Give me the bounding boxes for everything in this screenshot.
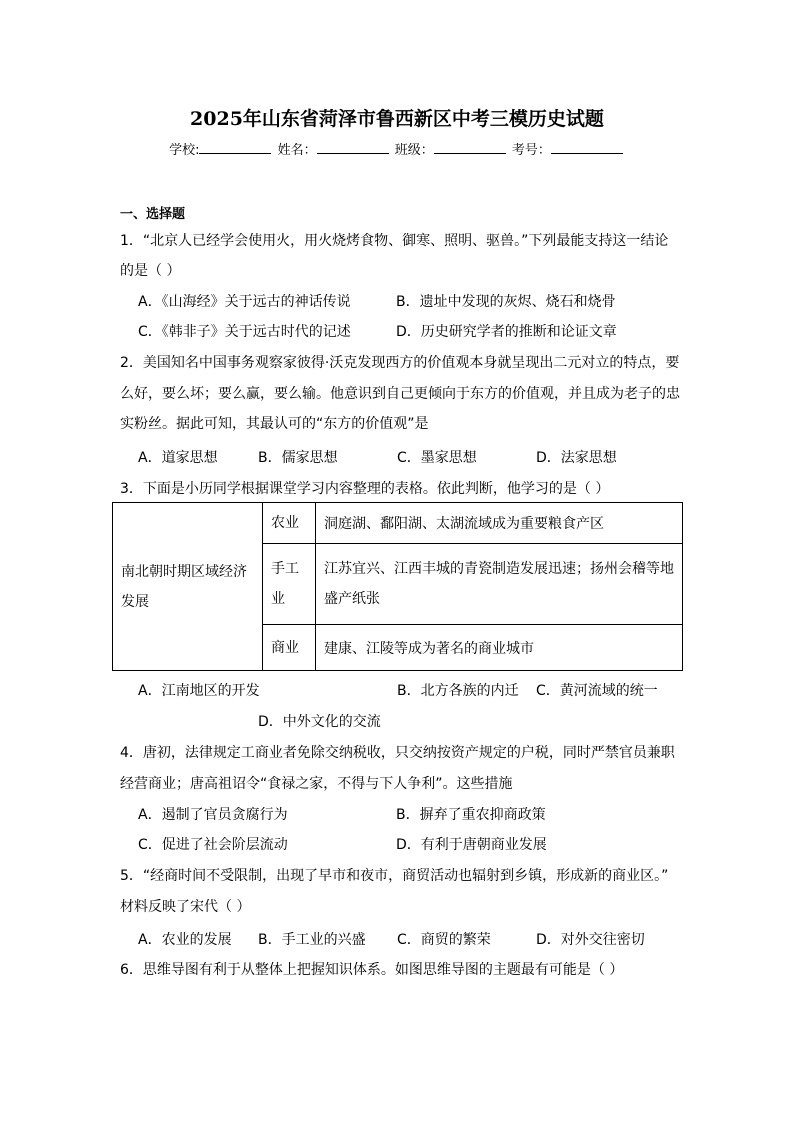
q3-option-b[interactable]: B．北方各族的内迁 (397, 683, 519, 699)
q1-option-a[interactable]: A．《山海经》关于远古的神话传说 (138, 294, 351, 310)
q2-option-c[interactable]: C．墨家思想 (397, 450, 477, 466)
q3-option-d[interactable]: D．中外文化的交流 (258, 714, 381, 730)
q3-table-category: 手工业 (263, 544, 316, 625)
q2-stem-line1: 2．美国知名中国事务观察家彼得·沃克发现西方的价值观本身就呈现出二元对立的特点，要 (120, 355, 680, 371)
class-label: 班级： (394, 143, 434, 158)
q1-option-d[interactable]: D．历史研究学者的推断和论证文章 (396, 324, 617, 340)
q3-table-content: 建康、江陵等成为著名的商业城市 (316, 625, 683, 671)
school-label: 学校: (169, 143, 200, 158)
q2-stem-line3: 实粉丝。据此可知，其最认可的“东方的价值观”是 (120, 416, 429, 432)
q4-stem-line1: 4．唐初，法律规定工商业者免除交纳税收，只交纳按资产规定的户税，同时严禁官员兼职 (120, 745, 675, 761)
exam-no-blank[interactable] (551, 141, 623, 154)
q3-table (112, 502, 683, 671)
name-blank[interactable] (317, 141, 389, 154)
q3-table-content: 江苏宜兴、江西丰城的青瓷制造发展迅速；扬州会稽等地盛产纸张 (316, 544, 683, 625)
q1-option-c[interactable]: C．《韩非子》关于远古时代的记述 (138, 324, 351, 340)
q2-stem-line2: 么好，要么坏；要么赢，要么输。他意识到自己更倾向于东方的价值观，并且成为老子的忠 (120, 386, 680, 402)
q5-option-c[interactable]: C．商贸的繁荣 (397, 932, 491, 948)
q4-stem-line2: 经营商业；唐高祖诏令“食禄之家，不得与下人争利”。这些措施 (120, 776, 513, 792)
q2-option-d[interactable]: D．法家思想 (536, 450, 617, 466)
q4-option-a[interactable]: A．遏制了官员贪腐行为 (138, 807, 288, 823)
exam-no-label: 考号： (511, 143, 551, 158)
q2-option-b[interactable]: B．儒家思想 (258, 450, 338, 466)
q6-stem-line1: 6．思维导图有利于从整体上把握知识体系。如图思维导图的主题最有可能是（ ） (120, 962, 624, 978)
class-blank[interactable] (434, 141, 506, 154)
q3-table-main-label: 南北朝时期区域经济发展 (113, 503, 263, 671)
q4-option-b[interactable]: B．摒弃了重农抑商政策 (396, 807, 546, 823)
q4-option-c[interactable]: C．促进了社会阶层流动 (138, 837, 288, 853)
q5-stem-line2: 材料反映了宋代（ ） (120, 899, 251, 915)
school-blank[interactable] (199, 141, 271, 154)
student-info-line (0, 139, 794, 158)
q3-table-content: 洞庭湖、鄱阳湖、太湖流域成为重要粮食产区 (316, 503, 683, 544)
q3-table-category: 商业 (263, 625, 316, 671)
q3-table-category: 农业 (263, 503, 316, 544)
section-title: 一、选择题 (120, 207, 186, 222)
q1-stem-line2: 的是（ ） (120, 263, 181, 279)
q5-option-d[interactable]: D．对外交往密切 (536, 932, 645, 948)
q1-stem-line1: 1．“北京人已经学会使用火，用火烧烤食物、御寒、照明、驱兽。”下列最能支持这一结论 (120, 233, 669, 249)
q4-option-d[interactable]: D．有利于唐朝商业发展 (396, 837, 547, 853)
q5-option-b[interactable]: B．手工业的兴盛 (258, 932, 366, 948)
exam-title: 2025年山东省菏泽市鲁西新区中考三模历史试题 (190, 108, 604, 130)
q3-option-a[interactable]: A．江南地区的开发 (138, 683, 260, 699)
name-label: 姓名： (277, 143, 317, 158)
q5-option-a[interactable]: A．农业的发展 (138, 932, 232, 948)
q2-option-a[interactable]: A．道家思想 (138, 450, 218, 466)
q3-stem-line1: 3．下面是小历同学根据课堂学习内容整理的表格。依此判断，他学习的是（ ） (120, 481, 610, 497)
q5-stem-line1: 5．“经商时间不受限制，出现了早市和夜市，商贸活动也辐射到乡镇，形成新的商业区。” (120, 868, 669, 884)
q3-option-c[interactable]: C．黄河流域的统一 (536, 683, 658, 699)
q1-option-b[interactable]: B．遗址中发现的灰烬、烧石和烧骨 (396, 294, 616, 310)
